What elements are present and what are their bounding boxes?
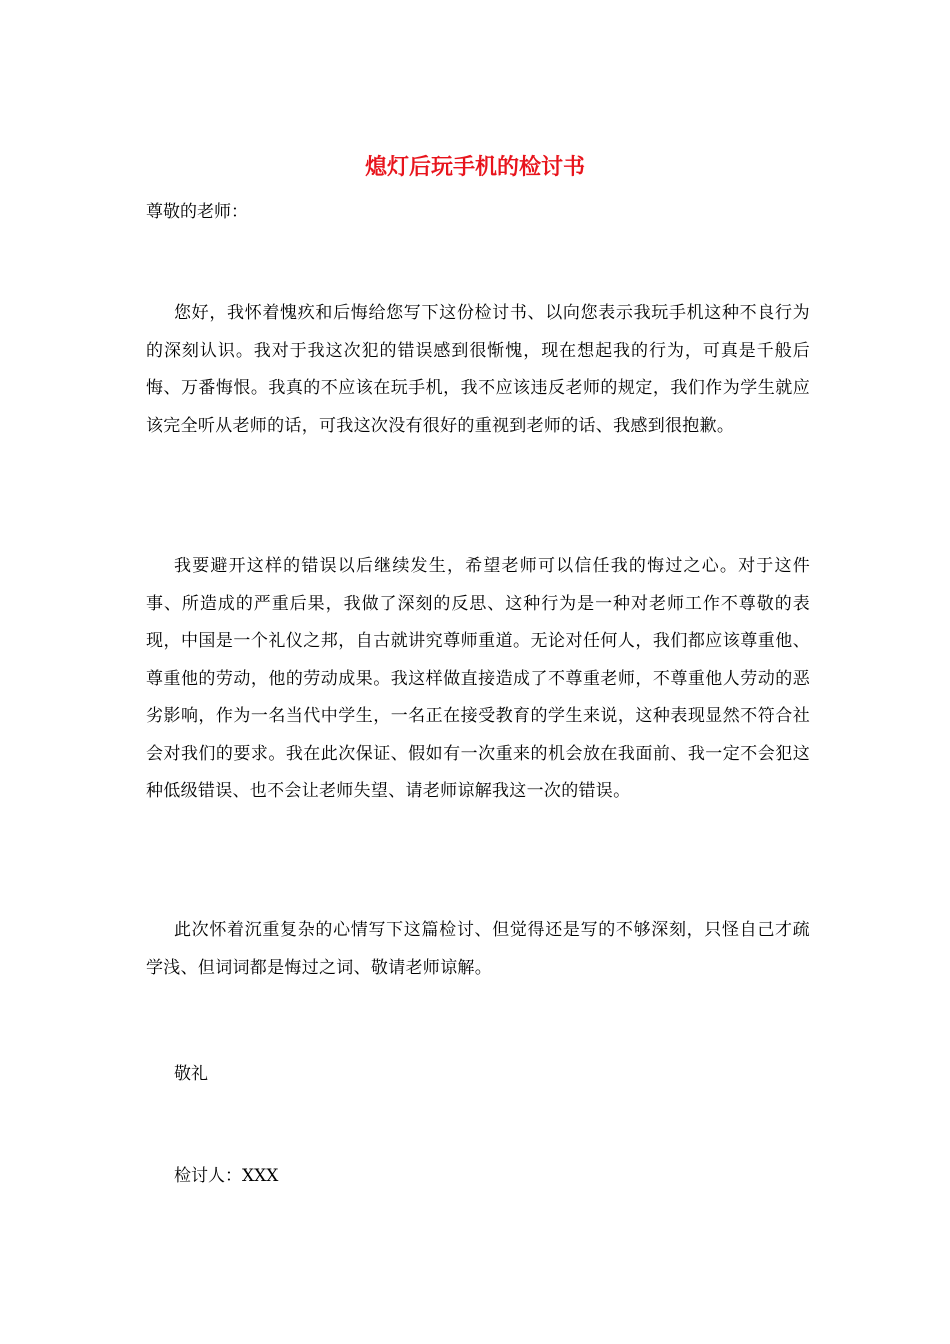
body-paragraph-1: 您好，我怀着愧疚和后悔给您写下这份检讨书、以向您表示我玩手机这种不良行为的深刻认识。我对于我这次犯的错误感到很惭愧，现在想起我的行为，可真是千般后悔、万番悔恨。我真的不应该在玩手机，我不应该违反老师的规定，我们作为学生就应该完全听从老师的话，可我这次没有很好的重视到老师的话、我感到很抱歉。 [146, 303, 810, 436]
body-paragraph-3: 此次怀着沉重复杂的心情写下这篇检讨、但觉得还是写的不够深刻，只怪自己才疏学浅、但词词都是悔过之词、敬请老师谅解。 [146, 920, 810, 978]
salutation: 尊敬的老师： [146, 202, 248, 222]
document-title: 熄灯后玩手机的检讨书 [364, 155, 585, 180]
closing-regards: 敬礼 [174, 1064, 208, 1084]
signature-line: 检讨人：XXX [174, 1166, 279, 1186]
body-paragraph-2: 我要避开这样的错误以后继续发生，希望老师可以信任我的悔过之心。对于这件事、所造成的严重后果，我做了深刻的反思、这种行为是一种对老师工作不尊敬的表现，中国是一个礼仪之邦，自古就讲究尊师重道。无论对任何人，我们都应该尊重他、尊重他的劳动，他的劳动成果。我这样做直接造成了不尊重老师，不尊重他人劳动的恶劣影响，作为一名当代中学生，一名正在接受教育的学生来说，这种表现显然不符合社会对我们的要求。我在此次保证、假如有一次重来的机会放在我面前、我一定不会犯这种低级错误、也不会让老师失望、请老师谅解我这一次的错误。 [146, 556, 810, 801]
